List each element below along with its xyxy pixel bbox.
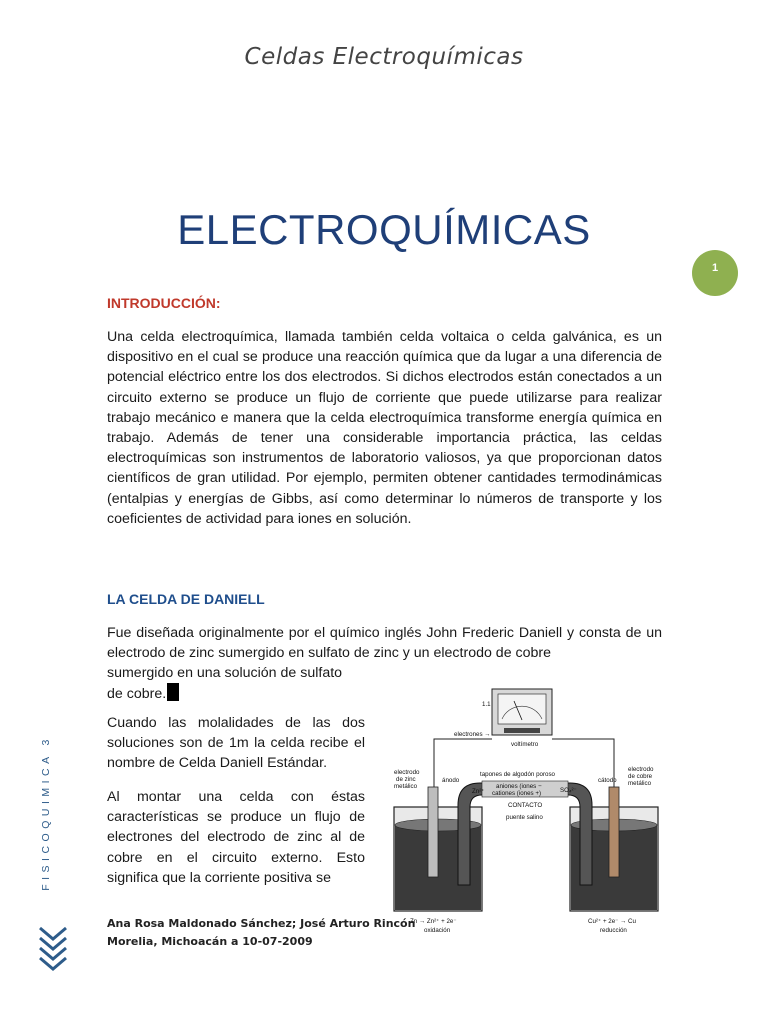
meter-scale-label: 1.1 [482,701,491,708]
anions-label: aniones (iones − [496,783,542,790]
sulfate-label: SO₄²⁻ [560,787,577,794]
reduction-label: reducción [600,927,627,934]
anode-label: ánodo [442,777,460,784]
voltmeter-label: voltímetro [511,741,539,748]
cathode-label: cátodo [598,777,617,784]
daniell-paragraph-continued [107,663,365,704]
salt-bridge-label: puente salino [506,814,543,821]
copper-electrode-label-2: de cobre [628,773,653,780]
sidebar-course-label [38,735,54,891]
zinc-electrode-label-1: electrodo [394,769,420,776]
voltmeter-icon [492,689,552,735]
copper-electrode-label-3: metálico [628,780,652,787]
page-title: ELECTROQUÍMICAS [177,206,591,253]
page-number-badge [692,250,738,296]
copper-electrode-label-1: electrodo [628,766,654,773]
plugs-label: tapones de algodón poroso [480,771,555,778]
footer-place-date: Morelia, Michoacán a 10-07-2009 [107,935,313,948]
daniell-standard-paragraph: Cuando las molalidades de las dos soluciones son de 1m la celda recibe el nombre de Celda Daniell Estándar. [107,715,365,772]
text-cursor-block [167,683,179,701]
left-reaction: Zn → Zn²⁺ + 2e⁻ [410,918,457,925]
daniell-paragraph: Fue diseñada originalmente por el químico inglés John Frederic Daniell y consta de un electrodo de zinc sumergido en sulfato de zinc y un electrodo de cobre [107,625,662,662]
right-reaction: Cu²⁺ + 2e⁻ → Cu [588,918,636,925]
daniell-cell-figure [380,685,670,945]
zinc-electrode-label-3: metálico [394,783,418,790]
cations-label: cationes (iones +) [492,790,542,797]
daniell-flow-paragraph: Al montar una celda con éstas características se produce un flujo de electrones del electrodo de zinc al de cobre en el circuito externo. Esto significa que la corriente positiva se [107,789,365,886]
electrons-label: electrones → [454,731,491,738]
daniell-heading: LA CELDA DE DANIELL [107,591,265,607]
contact-label: CONTACTO [508,802,543,809]
zinc-electrode-label-2: de zinc [396,776,416,783]
oxidation-label: oxidación [424,927,451,934]
page-number: 1 [711,262,719,274]
daniell-continued-text: de cobre. [107,686,167,703]
daniell-continued-line-1: sumergido en una solución de sulfato [107,665,343,681]
header-title: Celdas Electroquímicas [244,44,524,70]
intro-paragraph: Una celda electroquímica, llamada también celda voltaica o celda galvánica, es un dispositivo en el cual se produce una reacción química que da lugar a una diferencia de potencial eléctrico entre los dos electrodos. Si dichos electrodos están conectados a un circuito externo se produce un flujo de corriente que puede utilizarse para realizar trabajo mecánico e manera que la celda electroquímica transforme energía química en trabajo. Además de tener una considerable importancia práctica, las celdas electroquímicas son instrumentos de laboratorio valiosos, ya que proporcionan datos científicos de gran utilidad. Por ejemplo, permiten obtener cantidades termodinámicas (entalpias y energías de Gibbs, así como determinar lo números de transporte y los coeficientes de actividad para iones en solución. [107,329,662,527]
zinc-ion-label: Zn²⁺ [472,788,485,795]
daniell-continued-line-2 [107,683,365,704]
footer-authors: Ana Rosa Maldonado Sánchez; José Arturo Rincón [107,917,416,930]
intro-heading: INTRODUCCIÓN: [107,295,221,311]
chevron-down-icon [38,926,68,972]
sidebar-course-text: FISICOQUIMICA 3 [40,735,52,891]
